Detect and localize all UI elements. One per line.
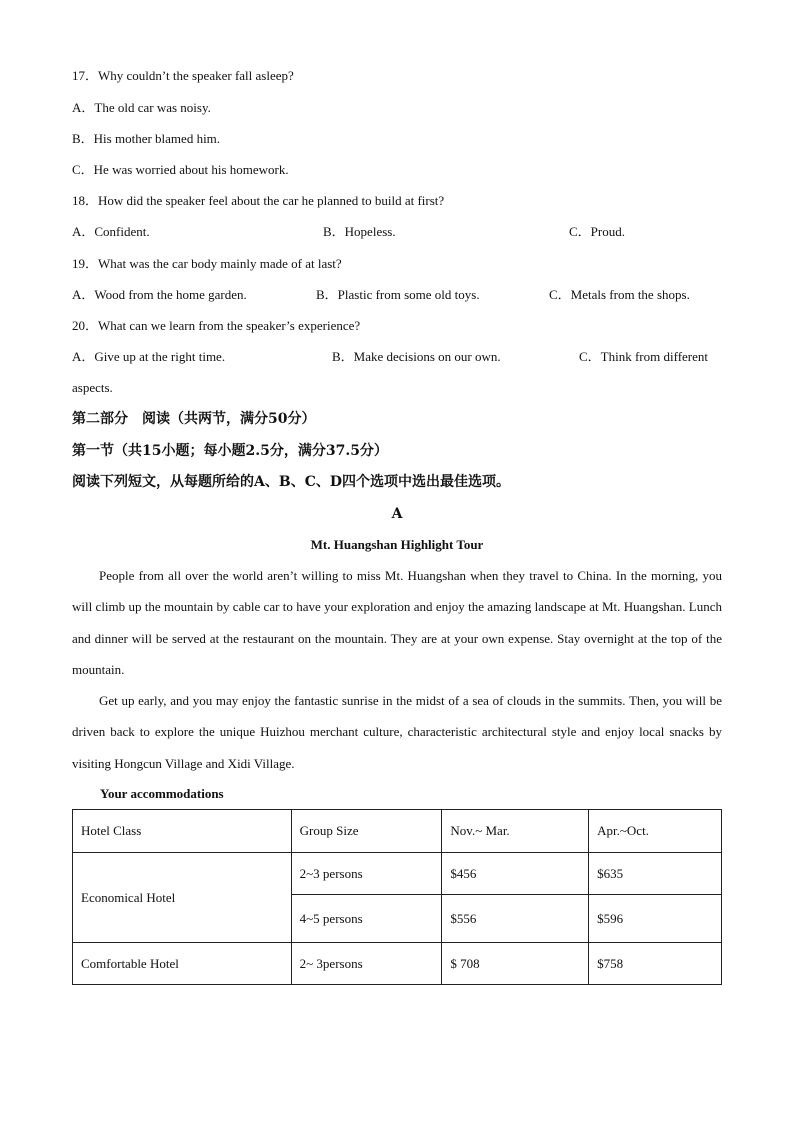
price-nov-mar-cell: $ 708	[442, 943, 589, 985]
table-header-row	[73, 810, 722, 853]
question-20-continuation: aspects.	[72, 380, 113, 395]
passage-title: Mt. Huangshan Highlight Tour	[310, 537, 484, 552]
passage-paragraph-2: Get up early, and you may enjoy the fantastic sunrise in the midst of a sea of clouds in the summits. Then, you will be driven back to explore the unique Huizhou merchant culture, characteristic architectural style and enjoy local snacks by visiting Hongcun Village and Xidi Village.	[72, 693, 722, 771]
passage-letter: A	[391, 506, 403, 522]
passage-paragraph-1: People from all over the world aren’t willing to miss Mt. Huangshan when they travel to China. In the morning, you will climb up the mountain by cable car to have your exploration and enjoy the amazing landscape at Mt. Huangshan. Lunch and dinner will be served at the restaurant on the mountain. They are at your own expense. Stay overnight at the top of the mountain.	[72, 568, 722, 677]
price-apr-oct-cell: $758	[589, 943, 722, 985]
reading-instruction: 阅读下列短文，从每题所给的A、B、C、D四个选项中选出最佳选项。	[72, 474, 510, 490]
question-18-option-b: B．Hopeless.	[323, 224, 396, 239]
question-20-stem: 20．What can we learn from the speaker’s experience?	[72, 318, 361, 333]
question-20-option-b: B．Make decisions on our own.	[332, 349, 501, 364]
question-17-option-c: C．He was worried about his homework.	[72, 162, 289, 177]
question-17-option-b: B．His mother blamed him.	[72, 131, 221, 146]
accommodations-heading: Your accommodations	[100, 786, 224, 801]
price-apr-oct-cell: $596	[589, 895, 722, 943]
question-17-stem: 17．Why couldn’t the speaker fall asleep?	[72, 68, 294, 83]
price-nov-mar-cell: $556	[442, 895, 589, 943]
question-19-stem: 19．What was the car body mainly made of at last?	[72, 256, 342, 271]
question-20-option-c: C．Think from different	[579, 349, 709, 364]
table-row	[73, 943, 722, 985]
group-size-cell: 2~3 persons	[291, 853, 442, 895]
group-size-cell: 4~5 persons	[291, 895, 442, 943]
question-19-option-a: A．Wood from the home garden.	[72, 287, 247, 302]
hotel-class-cell: Comfortable Hotel	[73, 943, 292, 985]
header-hotel-class: Hotel Class	[73, 810, 292, 853]
price-apr-oct-cell: $635	[589, 853, 722, 895]
section-title: 第一节（共15小题；每小题2.5分，满分37.5分）	[72, 443, 388, 459]
table-row	[73, 853, 722, 895]
question-18-option-a: A．Confident.	[72, 224, 150, 239]
question-18-option-c: C．Proud.	[569, 224, 625, 239]
header-apr-oct: Apr.~Oct.	[589, 810, 722, 853]
question-17-option-a: A．The old car was noisy.	[72, 100, 211, 115]
accommodations-table	[72, 809, 722, 985]
price-nov-mar-cell: $456	[442, 853, 589, 895]
question-19-option-c: C．Metals from the shops.	[549, 287, 690, 302]
question-20-option-a: A．Give up at the right time.	[72, 349, 226, 364]
question-18-stem: 18．How did the speaker feel about the car he planned to build at first?	[72, 193, 445, 208]
part-title: 第二部分 阅读（共两节，满分50分）	[72, 411, 316, 427]
header-nov-mar: Nov.~ Mar.	[442, 810, 589, 853]
group-size-cell: 2~ 3persons	[291, 943, 442, 985]
hotel-class-cell: Economical Hotel	[73, 853, 292, 943]
question-19-option-b: B．Plastic from some old toys.	[316, 287, 480, 302]
header-group-size: Group Size	[291, 810, 442, 853]
